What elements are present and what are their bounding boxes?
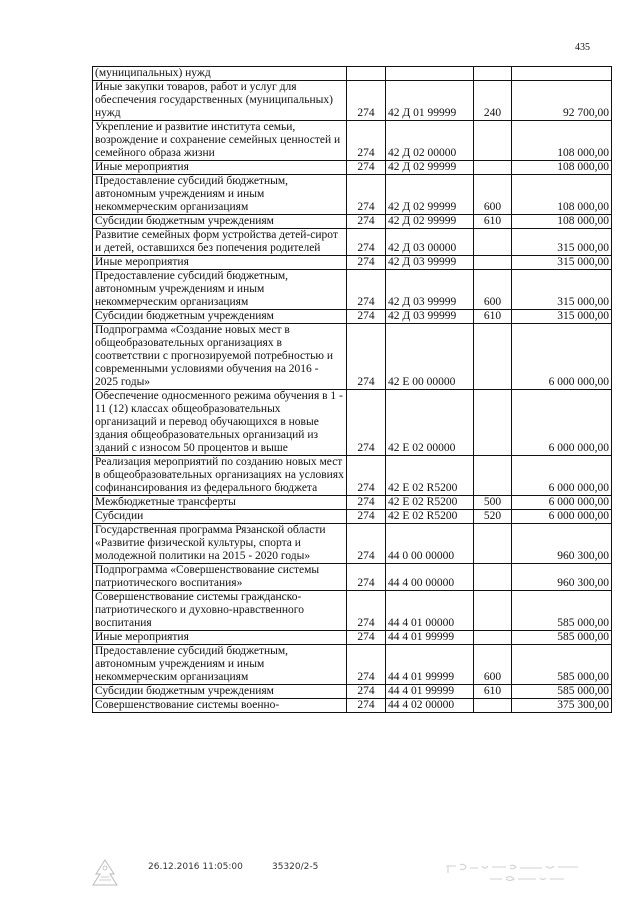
cell-department-code: 274 — [347, 510, 386, 524]
cell-expense-type-code: 610 — [474, 215, 512, 229]
cell-amount — [512, 67, 612, 81]
cell-expense-type-code — [474, 456, 512, 496]
cell-department-code: 274 — [347, 390, 386, 456]
cell-item-name: Предоставление субсидий бюджетным, автономным учреждениям и иным некоммерческим организациям — [93, 175, 347, 215]
cell-amount: 315 000,00 — [512, 229, 612, 256]
table-row — [93, 161, 612, 175]
table-row — [93, 685, 612, 699]
cell-department-code: 274 — [347, 591, 386, 631]
table-row — [93, 67, 612, 81]
cell-department-code: 274 — [347, 256, 386, 270]
cell-expense-type-code: 600 — [474, 270, 512, 310]
table-row — [93, 229, 612, 256]
table-row — [93, 270, 612, 310]
cell-expense-type-code — [474, 324, 512, 390]
cell-target-article-code: 42 Д 02 00000 — [386, 121, 474, 161]
stamp-watermark — [440, 860, 600, 886]
cell-department-code: 274 — [347, 524, 386, 564]
cell-department-code: 274 — [347, 699, 386, 713]
cell-target-article-code: 44 0 00 00000 — [386, 524, 474, 564]
table-row — [93, 524, 612, 564]
cell-expense-type-code — [474, 229, 512, 256]
table-row — [93, 564, 612, 591]
footer-document-code: 35320/2-5 — [272, 862, 319, 872]
cell-item-name: Субсидии — [93, 510, 347, 524]
table-row — [93, 390, 612, 456]
cell-department-code — [347, 67, 386, 81]
table-row — [93, 215, 612, 229]
table-row — [93, 256, 612, 270]
cell-item-name: Обеспечение односменного режима обучения в 1 - 11 (12) классах общеобразовательных организаций и перевод обучающихся в новые здания общеобразовательных организаций из зданий с износом 50 процентов и выше — [93, 390, 347, 456]
cell-item-name: Иные мероприятия — [93, 161, 347, 175]
cell-amount: 960 300,00 — [512, 564, 612, 591]
table-row — [93, 591, 612, 631]
cell-target-article-code: 42 Д 01 99999 — [386, 81, 474, 121]
cell-amount: 585 000,00 — [512, 685, 612, 699]
cell-amount: 108 000,00 — [512, 175, 612, 215]
cell-expense-type-code — [474, 256, 512, 270]
cell-target-article-code: 44 4 01 00000 — [386, 591, 474, 631]
cell-expense-type-code — [474, 699, 512, 713]
cell-item-name: (муниципальных) нужд — [93, 67, 347, 81]
cell-item-name: Совершенствование системы военно- — [93, 699, 347, 713]
cell-department-code: 274 — [347, 215, 386, 229]
cell-target-article-code: 44 4 01 99999 — [386, 645, 474, 685]
cell-amount: 108 000,00 — [512, 121, 612, 161]
cell-department-code: 274 — [347, 121, 386, 161]
table-row — [93, 510, 612, 524]
cell-target-article-code: 42 Е 02 R5200 — [386, 496, 474, 510]
table-row — [93, 175, 612, 215]
cell-item-name: Предоставление субсидий бюджетным, автономным учреждениям и иным некоммерческим организациям — [93, 270, 347, 310]
cell-amount: 585 000,00 — [512, 645, 612, 685]
cell-department-code: 274 — [347, 81, 386, 121]
budget-table — [92, 66, 612, 713]
cell-item-name: Субсидии бюджетным учреждениям — [93, 215, 347, 229]
cell-item-name: Государственная программа Рязанской области «Развитие физической культуры, спорта и молодежной политики на 2015 - 2020 годы» — [93, 524, 347, 564]
cell-expense-type-code: 600 — [474, 645, 512, 685]
table-row — [93, 456, 612, 496]
cell-amount: 108 000,00 — [512, 161, 612, 175]
cell-amount: 108 000,00 — [512, 215, 612, 229]
cell-expense-type-code — [474, 524, 512, 564]
cell-department-code: 274 — [347, 645, 386, 685]
cell-department-code: 274 — [347, 564, 386, 591]
cell-expense-type-code — [474, 67, 512, 81]
cell-item-name: Подпрограмма «Создание новых мест в общеобразовательных организациях в соответствии с прогнозируемой потребностью и современными условиями обучения на 2016 - 2025 годы» — [93, 324, 347, 390]
cell-expense-type-code — [474, 121, 512, 161]
cell-expense-type-code — [474, 564, 512, 591]
cell-target-article-code: 44 4 01 99999 — [386, 631, 474, 645]
cell-target-article-code: 42 Е 02 R5200 — [386, 510, 474, 524]
table-row — [93, 645, 612, 685]
cell-target-article-code: 42 Д 03 99999 — [386, 310, 474, 324]
cell-target-article-code: 42 Е 00 00000 — [386, 324, 474, 390]
cell-target-article-code: 44 4 00 00000 — [386, 564, 474, 591]
cell-target-article-code: 42 Д 02 99999 — [386, 161, 474, 175]
cell-department-code: 274 — [347, 229, 386, 256]
cell-department-code: 274 — [347, 324, 386, 390]
cell-item-name: Субсидии бюджетным учреждениям — [93, 310, 347, 324]
cell-expense-type-code: 240 — [474, 81, 512, 121]
cell-department-code: 274 — [347, 496, 386, 510]
cell-expense-type-code: 600 — [474, 175, 512, 215]
cell-item-name: Реализация мероприятий по созданию новых мест в общеобразовательных организациях на условиях софинансирования из федерального бюджета — [93, 456, 347, 496]
footer-datetime: 26.12.2016 11:05:00 — [148, 862, 243, 872]
cell-item-name: Совершенствование системы гражданско-патриотического и духовно-нравственного воспитания — [93, 591, 347, 631]
cell-amount: 6 000 000,00 — [512, 456, 612, 496]
cell-expense-type-code: 500 — [474, 496, 512, 510]
table-row — [93, 699, 612, 713]
cell-item-name: Иные закупки товаров, работ и услуг для обеспечения государственных (муниципальных) нужд — [93, 81, 347, 121]
table-row — [93, 310, 612, 324]
cell-item-name: Подпрограмма «Совершенствование системы патриотического воспитания» — [93, 564, 347, 591]
cell-target-article-code: 44 4 02 00000 — [386, 699, 474, 713]
table-row — [93, 631, 612, 645]
cell-expense-type-code — [474, 631, 512, 645]
cell-department-code: 274 — [347, 631, 386, 645]
cell-target-article-code: 42 Д 03 99999 — [386, 270, 474, 310]
budget-table-body — [93, 67, 612, 713]
cell-item-name: Укрепление и развитие института семьи, возрождение и сохранение семейных ценностей и семейного образа жизни — [93, 121, 347, 161]
cell-target-article-code: 42 Д 02 99999 — [386, 175, 474, 215]
cell-amount: 315 000,00 — [512, 256, 612, 270]
cell-target-article-code: 42 Д 02 99999 — [386, 215, 474, 229]
cell-department-code: 274 — [347, 175, 386, 215]
cell-item-name: Межбюджетные трансферты — [93, 496, 347, 510]
cell-amount: 6 000 000,00 — [512, 496, 612, 510]
cell-item-name: Субсидии бюджетным учреждениям — [93, 685, 347, 699]
cell-target-article-code: 42 Д 03 00000 — [386, 229, 474, 256]
cell-target-article-code: 42 Е 02 00000 — [386, 390, 474, 456]
cell-department-code: 274 — [347, 270, 386, 310]
cell-amount: 585 000,00 — [512, 631, 612, 645]
cell-amount: 6 000 000,00 — [512, 324, 612, 390]
cell-target-article-code: 42 Е 02 R5200 — [386, 456, 474, 496]
cell-target-article-code — [386, 67, 474, 81]
cell-amount: 315 000,00 — [512, 270, 612, 310]
table-row — [93, 81, 612, 121]
cell-item-name: Развитие семейных форм устройства детей-сирот и детей, оставшихся без попечения родителей — [93, 229, 347, 256]
cell-department-code: 274 — [347, 456, 386, 496]
cell-amount: 6 000 000,00 — [512, 510, 612, 524]
cell-amount: 92 700,00 — [512, 81, 612, 121]
cell-amount: 585 000,00 — [512, 591, 612, 631]
cell-expense-type-code — [474, 390, 512, 456]
cell-amount: 315 000,00 — [512, 310, 612, 324]
footer — [0, 858, 640, 898]
cell-target-article-code: 44 4 01 99999 — [386, 685, 474, 699]
cell-expense-type-code — [474, 591, 512, 631]
cell-department-code: 274 — [347, 161, 386, 175]
cell-department-code: 274 — [347, 310, 386, 324]
page-number: 435 — [575, 42, 590, 53]
cell-amount: 6 000 000,00 — [512, 390, 612, 456]
cell-amount: 960 300,00 — [512, 524, 612, 564]
emblem-icon — [88, 858, 122, 888]
cell-item-name: Предоставление субсидий бюджетным, автономным учреждениям и иным некоммерческим организациям — [93, 645, 347, 685]
cell-amount: 375 300,00 — [512, 699, 612, 713]
table-row — [93, 121, 612, 161]
cell-item-name: Иные мероприятия — [93, 631, 347, 645]
cell-item-name: Иные мероприятия — [93, 256, 347, 270]
cell-expense-type-code — [474, 161, 512, 175]
table-row — [93, 324, 612, 390]
cell-expense-type-code: 610 — [474, 685, 512, 699]
table-row — [93, 496, 612, 510]
cell-expense-type-code: 610 — [474, 310, 512, 324]
cell-target-article-code: 42 Д 03 99999 — [386, 256, 474, 270]
cell-expense-type-code: 520 — [474, 510, 512, 524]
cell-department-code: 274 — [347, 685, 386, 699]
